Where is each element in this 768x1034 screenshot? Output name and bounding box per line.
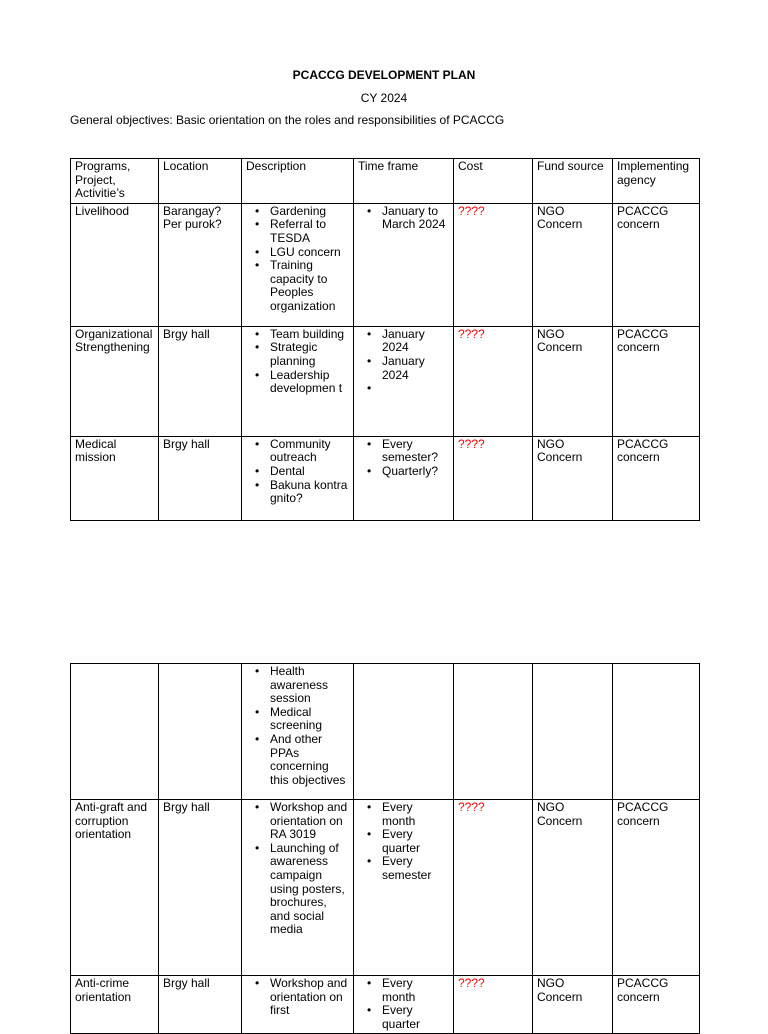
table-row [71,976,700,1034]
table-row [71,203,700,326]
agency-cell: PCACCG concern [613,203,700,326]
agency-cell: PCACCG concern [613,326,700,436]
document-title: PCACCG DEVELOPMENT PLAN [292,68,476,82]
table-row [71,326,700,436]
list-item: • Quarterly? [382,465,449,479]
location-cell: Brgy hall [159,326,242,436]
fund-source-cell [533,664,613,800]
list-item: • Every month [382,801,449,828]
cost-cell: ???? [454,326,533,436]
description-list [246,801,349,937]
list-item: • Every quarter [382,1004,449,1031]
list-item: • Every semester? [382,438,449,465]
description-cell [242,800,354,976]
description-cell [242,203,354,326]
time-frame-cell [354,664,454,800]
location-cell: Brgy hall [159,436,242,520]
header-implementing-agency: Implementing agency [613,159,700,204]
time-frame-cell [354,203,454,326]
description-cell [242,326,354,436]
agency-cell: PCACCG concern [613,976,700,1034]
list-item [382,382,449,396]
description-cell [242,976,354,1034]
table-row [71,800,700,976]
cost-cell: ???? [454,436,533,520]
list-item: • Training capacity to Peoples organization [270,259,349,313]
list-item: • Gardening [270,205,349,219]
location-cell: Brgy hall [159,976,242,1034]
list-item: • Every quarter [382,828,449,855]
list-item: • January 2024 [382,355,449,382]
time-frame-cell [354,326,454,436]
time-frame-list [358,205,449,232]
fund-source-cell: NGO Concern [533,203,613,326]
header-description: Description [242,159,354,204]
agency-cell: PCACCG concern [613,800,700,976]
list-item: • January 2024 [382,328,449,355]
list-item: • Medical screening [270,706,349,733]
program-cell: Medical mission [71,436,159,520]
list-item: • Leadership developmen t [270,369,349,396]
fund-source-cell: NGO Concern [533,976,613,1034]
general-objective: General objectives: Basic orientation on the roles and responsibilities of PCACCG [70,113,505,127]
location-cell: Brgy hall [159,800,242,976]
time-frame-list [358,328,449,396]
header-location: Location [159,159,242,204]
description-list [246,438,349,506]
list-item: • Strategic planning [270,341,349,368]
document-subtitle: CY 2024 [360,91,408,105]
header-cost: Cost [454,159,533,204]
list-item: • January to March 2024 [382,205,449,232]
list-item: • Every semester [382,855,449,882]
list-item: • And other PPAs concerning this objectives [270,733,349,787]
fund-source-cell: NGO Concern [533,800,613,976]
table-row-continued [71,664,700,800]
list-item: • Workshop and orientation on first [270,977,349,1018]
list-item: • Referral to TESDA [270,218,349,245]
list-item: • Every month [382,977,449,1004]
cost-cell [454,664,533,800]
time-frame-cell [354,436,454,520]
list-item: • Community outreach [270,438,349,465]
header-fund-source: Fund source [533,159,613,204]
plan-table-page-2 [70,663,700,1034]
cost-cell: ???? [454,203,533,326]
location-cell: Barangay? Per purok? [159,203,242,326]
cost-cell: ???? [454,976,533,1034]
fund-source-cell: NGO Concern [533,326,613,436]
list-item: • Launching of awareness campaign using posters, brochures, and social media [270,842,349,937]
plan-table-page-1 [70,158,700,521]
description-list [246,328,349,396]
program-cell: Anti-graft and corruption orientation [71,800,159,976]
table-header-row [71,159,700,204]
list-item: • Team building [270,328,349,342]
location-cell [159,664,242,800]
table-row [71,436,700,520]
description-list [246,977,349,1018]
agency-cell: PCACCG concern [613,436,700,520]
cost-cell: ???? [454,800,533,976]
description-cell [242,664,354,800]
time-frame-cell [354,976,454,1034]
header-time-frame: Time frame [354,159,454,204]
time-frame-list [358,977,449,1031]
list-item: • Bakuna kontra gnito? [270,479,349,506]
program-cell [71,664,159,800]
fund-source-cell: NGO Concern [533,436,613,520]
program-cell: Anti-crime orientation [71,976,159,1034]
time-frame-cell [354,800,454,976]
time-frame-list [358,801,449,883]
program-cell: Organizational Strengthening [71,326,159,436]
list-item: • Health awareness session [270,665,349,706]
description-cell [242,436,354,520]
list-item: • Workshop and orientation on RA 3019 [270,801,349,842]
description-list [246,665,349,787]
header-programs: Programs, Project, Activitie’s [71,159,159,204]
time-frame-list [358,438,449,479]
description-list [246,205,349,314]
agency-cell [613,664,700,800]
program-cell: Livelihood [71,203,159,326]
list-item: • Dental [270,465,349,479]
list-item: • LGU concern [270,246,349,260]
